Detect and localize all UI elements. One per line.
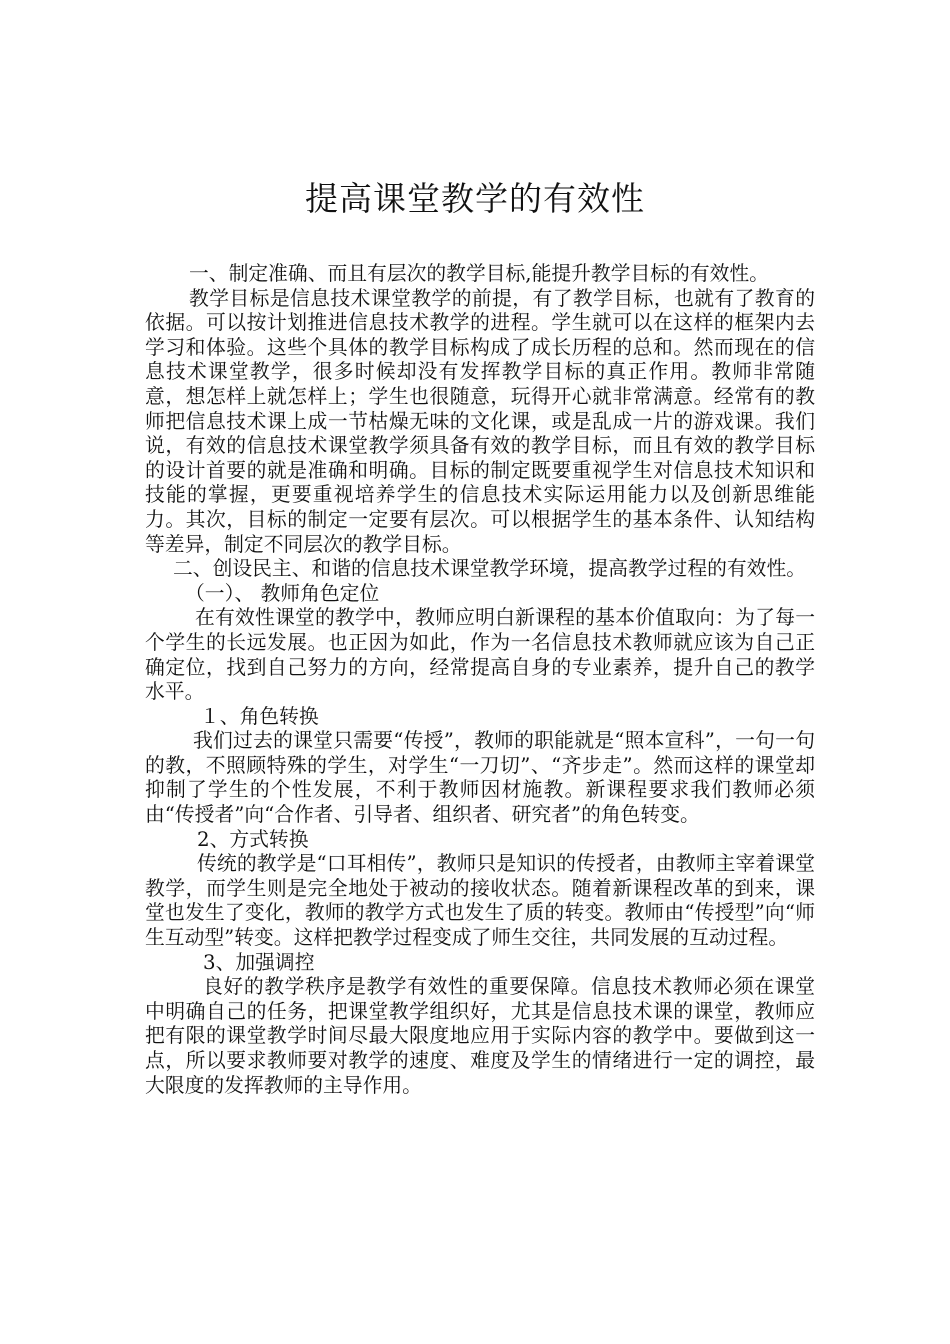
paragraph-method-change: 传统的教学是“口耳相传”，教师只是知识的传授者，由教师主宰着课堂教学，而学生则是完全地处于被动的接收状态。随着新课程改革的到来，课堂也发生了变化，教师的教学方式也发生了质的转变。教师由“传授型”向“师生互动型”转变。这样把教学过程变成了师生交往，共同发展的互动过程。 (145, 852, 815, 950)
paragraph-role-change: 我们过去的课堂只需要“传授”，教师的职能就是“照本宣科”，一句一句的教，不照顾特殊的学生，对学生“一刀切”、“齐步走”。然而这样的课堂却抑制了学生的个性发展，不利于教师因材施教。新课程要求我们教师必须由“传授者”向“合作者、引导者、组织者、研究者”的角色转变。 (145, 729, 815, 827)
item-heading-control: 3、加强调控 (203, 950, 315, 974)
section-heading-2: 二、创设民主、和谐的信息技术课堂教学环境，提高教学过程的有效性。 (173, 557, 807, 581)
paragraph-teaching-goals: 教学目标是信息技术课堂教学的前提，有了教学目标，也就有了教育的依据。可以按计划推进信息技术教学的进程。学生就可以在这样的框架内去学习和体验。这些个具体的教学目标构成了成长历程的总和。然而现在的信息技术课堂教学，很多时候却没有发挥教学目标的真正作用。教师非常随意，想怎样上就怎样上；学生也很随意，玩得开心就非常满意。经常有的教师把信息技术课上成一节枯燥无味的文化课，或是乱成一片的游戏课。我们说，有效的信息技术课堂教学须具备有效的教学目标，而且有效的教学目标的设计首要的就是准确和明确。目标的制定既要重视学生对信息技术知识和技能的掌握，更要重视培养学生的信息技术实际运用能力以及创新思维能力。其次，目标的制定一定要有层次。可以根据学生的基本条件、认知结构等差异，制定不同层次的教学目标。 (145, 286, 815, 556)
paragraph-teacher-role: 在有效性课堂的教学中，教师应明白新课程的基本价值取向：为了每一个学生的长远发展。也正因为如此，作为一名信息技术教师就应该为自己正确定位，找到自己努力的方向，经常提高自身的专业素养，提升自己的教学水平。 (145, 606, 815, 704)
item-heading-role-change: １、角色转换 (200, 704, 319, 728)
section-heading-1: 一、制定准确、而且有层次的教学目标,能提升教学目标的有效性。 (189, 262, 769, 285)
document-title: 提高课堂教学的有效性 (305, 179, 645, 218)
item-heading-method-change: 2、方式转换 (197, 827, 309, 851)
subsection-heading-teacher-role: （一）、 教师角色定位 (185, 581, 380, 605)
document-body (145, 262, 815, 1098)
paragraph-control: 良好的教学秩序是教学有效性的重要保障。信息技术教师必须在课堂中明确自己的任务，把课堂教学组织好，尤其是信息技术课的课堂，教师应把有限的课堂教学时间尽最大限度地应用于实际内容的教学中。要做到这一点，所以要求教师要对教学的速度、难度及学生的情绪进行一定的调控，最大限度的发挥教师的主导作用。 (145, 975, 815, 1097)
